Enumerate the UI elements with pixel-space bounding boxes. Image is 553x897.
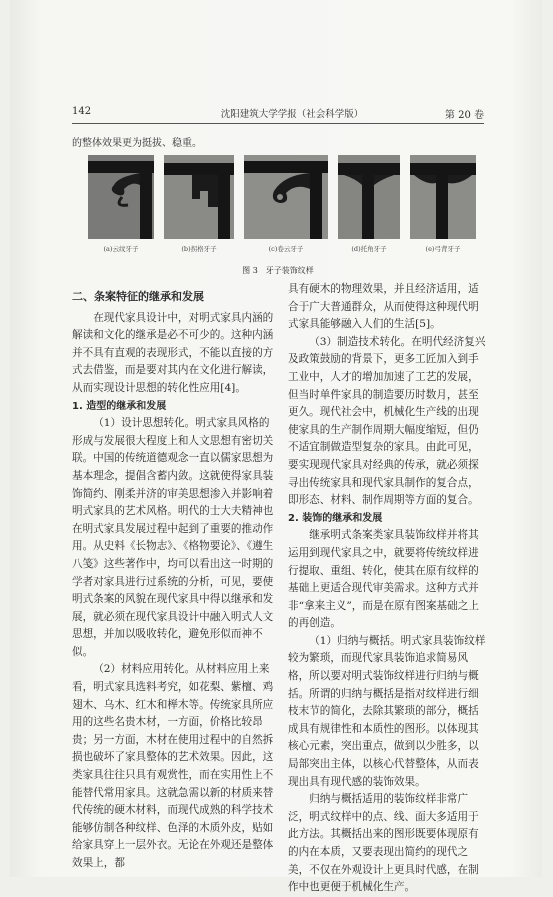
figure-caption: 图 3 牙子装饰纹样 — [242, 266, 314, 275]
lead-line: 的整体效果更为挺拔、稳重。 — [72, 138, 202, 149]
journal-title: 沈阳建筑大学学报（社会科学版） — [220, 109, 364, 120]
paragraph: 具有硬木的物理效果，并且经济适用，适合于广大普通群众，从而使得这种现代明式家具能够融入人们的生活[5]。 — [288, 283, 479, 331]
header-rule — [72, 123, 484, 124]
right-column — [288, 281, 486, 897]
section-heading: 二、条案特征的继承和发展 — [72, 290, 204, 303]
left-column — [72, 286, 274, 873]
paragraph: （2）材料应用转化。从材料应用上来看，明式家具选料考究，如花梨、紫檀、鸡翅木、乌木、红木和榉木等。传统家具所应用的这些名贵木材，一方面，价格比较昂贵；另一方面，木材在使用过程中的自然拆损也破坏了家具整体的艺术效果。因此，这类家具往往只具有观赏性，而在实用性上不能替代常用家具。这就急需以新的材质来替代传统的硬木材料，而现代成熟的科学技术能够仿制各种纹样、色泽的木质外皮，贴如给家具穿上一层外衣。无论在外观还是整体效果上，都 — [72, 663, 274, 869]
subsection-heading: 1. 造型的继承和发展 — [72, 400, 167, 412]
figure-item-label: (b)拐格牙子 — [181, 245, 217, 253]
figure-item-label: (a)云纹牙子 — [103, 245, 139, 253]
apron-curled-cloud-image — [244, 155, 328, 239]
subsection-heading: 2. 装饰的继承和发展 — [288, 512, 383, 524]
page-number: 142 — [72, 106, 92, 117]
figure-item-label: (d)托角牙子 — [351, 245, 387, 253]
figure-item-label: (e)弓背牙子 — [425, 245, 461, 253]
apron-bow-back-image — [410, 155, 476, 239]
apron-corner-support-photo — [338, 155, 400, 253]
apron-cloud-image — [88, 155, 154, 239]
apron-corner-support-image — [338, 155, 400, 239]
paragraph: （1）归纳与概括。明式家具装饰纹样较为繁琐，而现代家具装饰追求简易风格，所以要对明式装饰纹样进行归纳与概括。所谓的归纳与概括是指对纹样进行细枝末节的简化，去除其繁琐的部分，概括成具有规律性和本质性的图形。以体现其核心元素，突出重点，做到以少胜多，以局部突出主体，以核心代替整体，从而表现出具有现代感的装饰效果。 — [288, 634, 486, 788]
paragraph: 继承明式条案类家具装饰纹样并将其运用到现代家具之中，就要将传统纹样进行提取、重组、转化，使其在原有纹样的基础上更适合现代审美需求。这种方式并非“拿来主义”，而是在原有图案基础之上的再创造。 — [288, 529, 479, 630]
figure-3 — [88, 155, 478, 253]
paragraph: 在现代家具设计中，对明式家具内涵的解读和文化的继承是必不可少的。这种内涵并不具有直观的表现形式，不能以直接的方式去借鉴，而是要对其内在文化进行解读，从而实现设计思想的转化性应用[4]。 — [72, 311, 274, 394]
paragraph: （3）制造技术转化。在明代经济复兴及政策鼓励的背景下，更多工匠加入到手工业中，人才的增加加速了工艺的发展，但当时单件家具的制造要历时数月，甚至更久。现代社会中，机械化生产线的出现使家具的生产制作周期大幅度缩短，但仍不适宜制做造型复杂的家具。由此可见，要实现现代家具对经典的传承，就必须探寻出传统家具和现代家具制作的复合点，即形态、材料、制作周期等方面的复合。 — [288, 335, 486, 507]
volume-label: 第 20 卷 — [444, 110, 484, 121]
apron-lattice-image — [164, 155, 234, 239]
apron-curled-cloud-photo — [244, 155, 328, 253]
paragraph: （1）设计思想转化。明式家具风格的形成与发展很大程度上和人文思想有密切关联。中国的传统道德观念一直以儒家思想为基本理念，提倡含蓄内敛。这就使得家具装饰简约、刚柔并济的审美思想渗入并影响着明式家具的艺术风格。明代的士大夫精神也在明式家具发展过程中起到了重要的推动作用。从史料《长物志》、《格物要论》、《遵生八笺》这些著作中，均可以看出这一时期的学者对家具进行过系统的分析，可见，要使明式条案的风貌在现代家具中得以继承和发展，就必须在现代家具设计中融入明式人文思想，并加以吸收转化，避免形似而神不似。 — [72, 417, 274, 658]
apron-cloud-photo — [88, 155, 154, 253]
apron-bow-back-photo — [410, 155, 476, 253]
running-header — [72, 106, 484, 122]
figure-item-label: (c)卷云牙子 — [268, 245, 304, 253]
apron-lattice-photo — [164, 155, 234, 253]
paragraph: 归纳与概括适用的装饰纹样非常广泛，明式纹样中的点、线、面大多适用于此方法。其概括出来的图形既要体现原有的内在本质，又要表现出简约的现代之美，不仅在外观设计上更具时代感，在制作中也更便于机械化生产。 — [288, 793, 479, 894]
